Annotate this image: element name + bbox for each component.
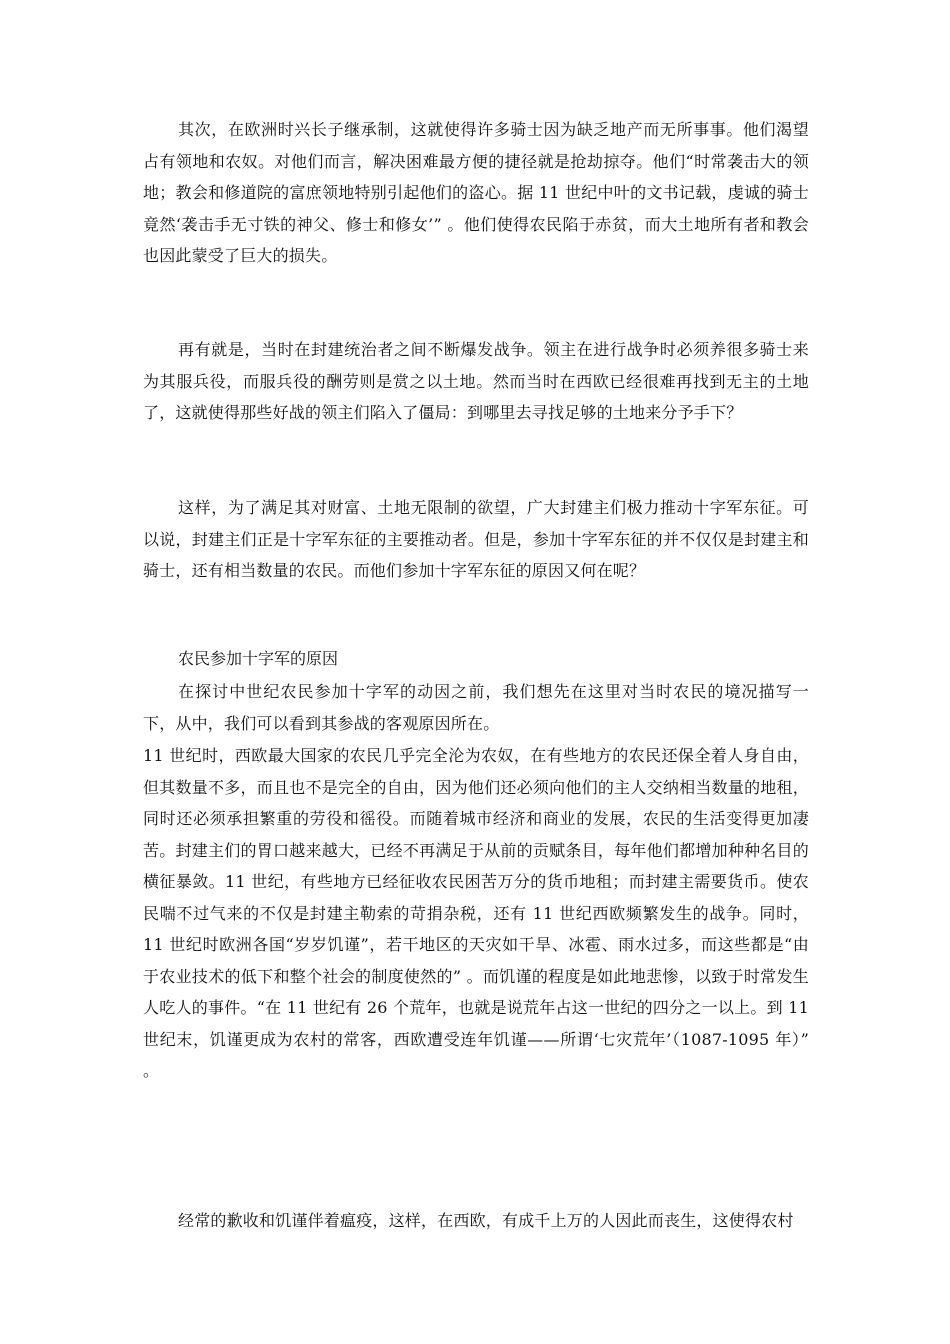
paragraph-famine-plague: 经常的歉收和饥谨伴着瘟疫，这样，在西欧，有成千上万的人因此而丧生，这使得农村 (178, 1211, 794, 1230)
paragraph-peasant-conditions: 11 世纪时，西欧最大国家的农民几乎完全沦为农奴，在有些地方的农民还保全着人身自由，但其数量不多，而且也不是完全的自由，因为他们还必须向他们的主人交纳相当数量的地租，同时还必须承担繁重的劳役和徭役。而随着城市经济和商业的发展，农民的生活变得更加凄苦。封建主们的胃口越来越大，已经不再满足于从前的贡赋条目，每年他们都增加种种名目的横征暴敛。11 世纪，有些地方已经征收农民困苦万分的货币地租；而封建主需要货币。使农民喘不过气来的不仅是封建主勒索的苛捐杂税，还有 11 世纪西欧频繁发生的战争。同时，11 世纪时欧洲各国“岁岁饥谨”，若干地区的天灾如干旱、冰雹、雨水过多，而这些都是“由于农业技术的低下和整个社会的制度使然的” 。而饥谨的程度是如此地悲惨，以致于时常发生人吃人的事件。“在 11 世纪有 26 个荒年，也就是说荒年占这一世纪的四分之一以上。到 11 世纪末，饥谨更成为农村的常客，西欧遭受连年饥谨——所谓‘七灾荒年’（1087-1095 年）” 。 (143, 746, 809, 1080)
paragraph-crusade-promoters: 这样，为了满足其对财富、土地无限制的欲望，广大封建主们极力推动十字军东征。可以说，封建主们正是十字军东征的主要推动者。但是，参加十字军东征的并不仅仅是封建主和骑士，还有相当数量的农民。而他们参加十字军东征的原因又何在呢？ (143, 498, 809, 580)
paragraph-feudal-wars: 再有就是，当时在封建统治者之间不断爆发战争。领主在进行战争时必须养很多骑士来为其服兵役，而服兵役的酬劳则是赏之以土地。然而当时在西欧已经很难再找到无主的土地了，这就使得那些好战的领主们陷入了僵局：到哪里去寻找足够的土地来分予手下？ (143, 340, 809, 422)
paragraph-peasant-intro: 在探讨中世纪农民参加十字军的动因之前，我们想先在这里对当时农民的境况描写一下，从中，我们可以看到其参战的客观原因所在。 (143, 682, 809, 733)
paragraph-primogeniture: 其次，在欧洲时兴长子继承制，这就使得许多骑士因为缺乏地产而无所事事。他们渴望占有领地和农奴。对他们而言，解决困难最方便的捷径就是抢劫掠夺。他们“时常袭击大的领地；教会和修道院的富庶领地特别引起他们的盗心。据 11 世纪中叶的文书记载，虔诚的骑士竟然‘袭击手无寸铁的神父、修士和修女’” 。他们使得农民陷于赤贫，而大土地所有者和教会也因此蒙受了巨大的损失。 (143, 120, 809, 265)
section-heading: 农民参加十字军的原因 (178, 649, 339, 668)
